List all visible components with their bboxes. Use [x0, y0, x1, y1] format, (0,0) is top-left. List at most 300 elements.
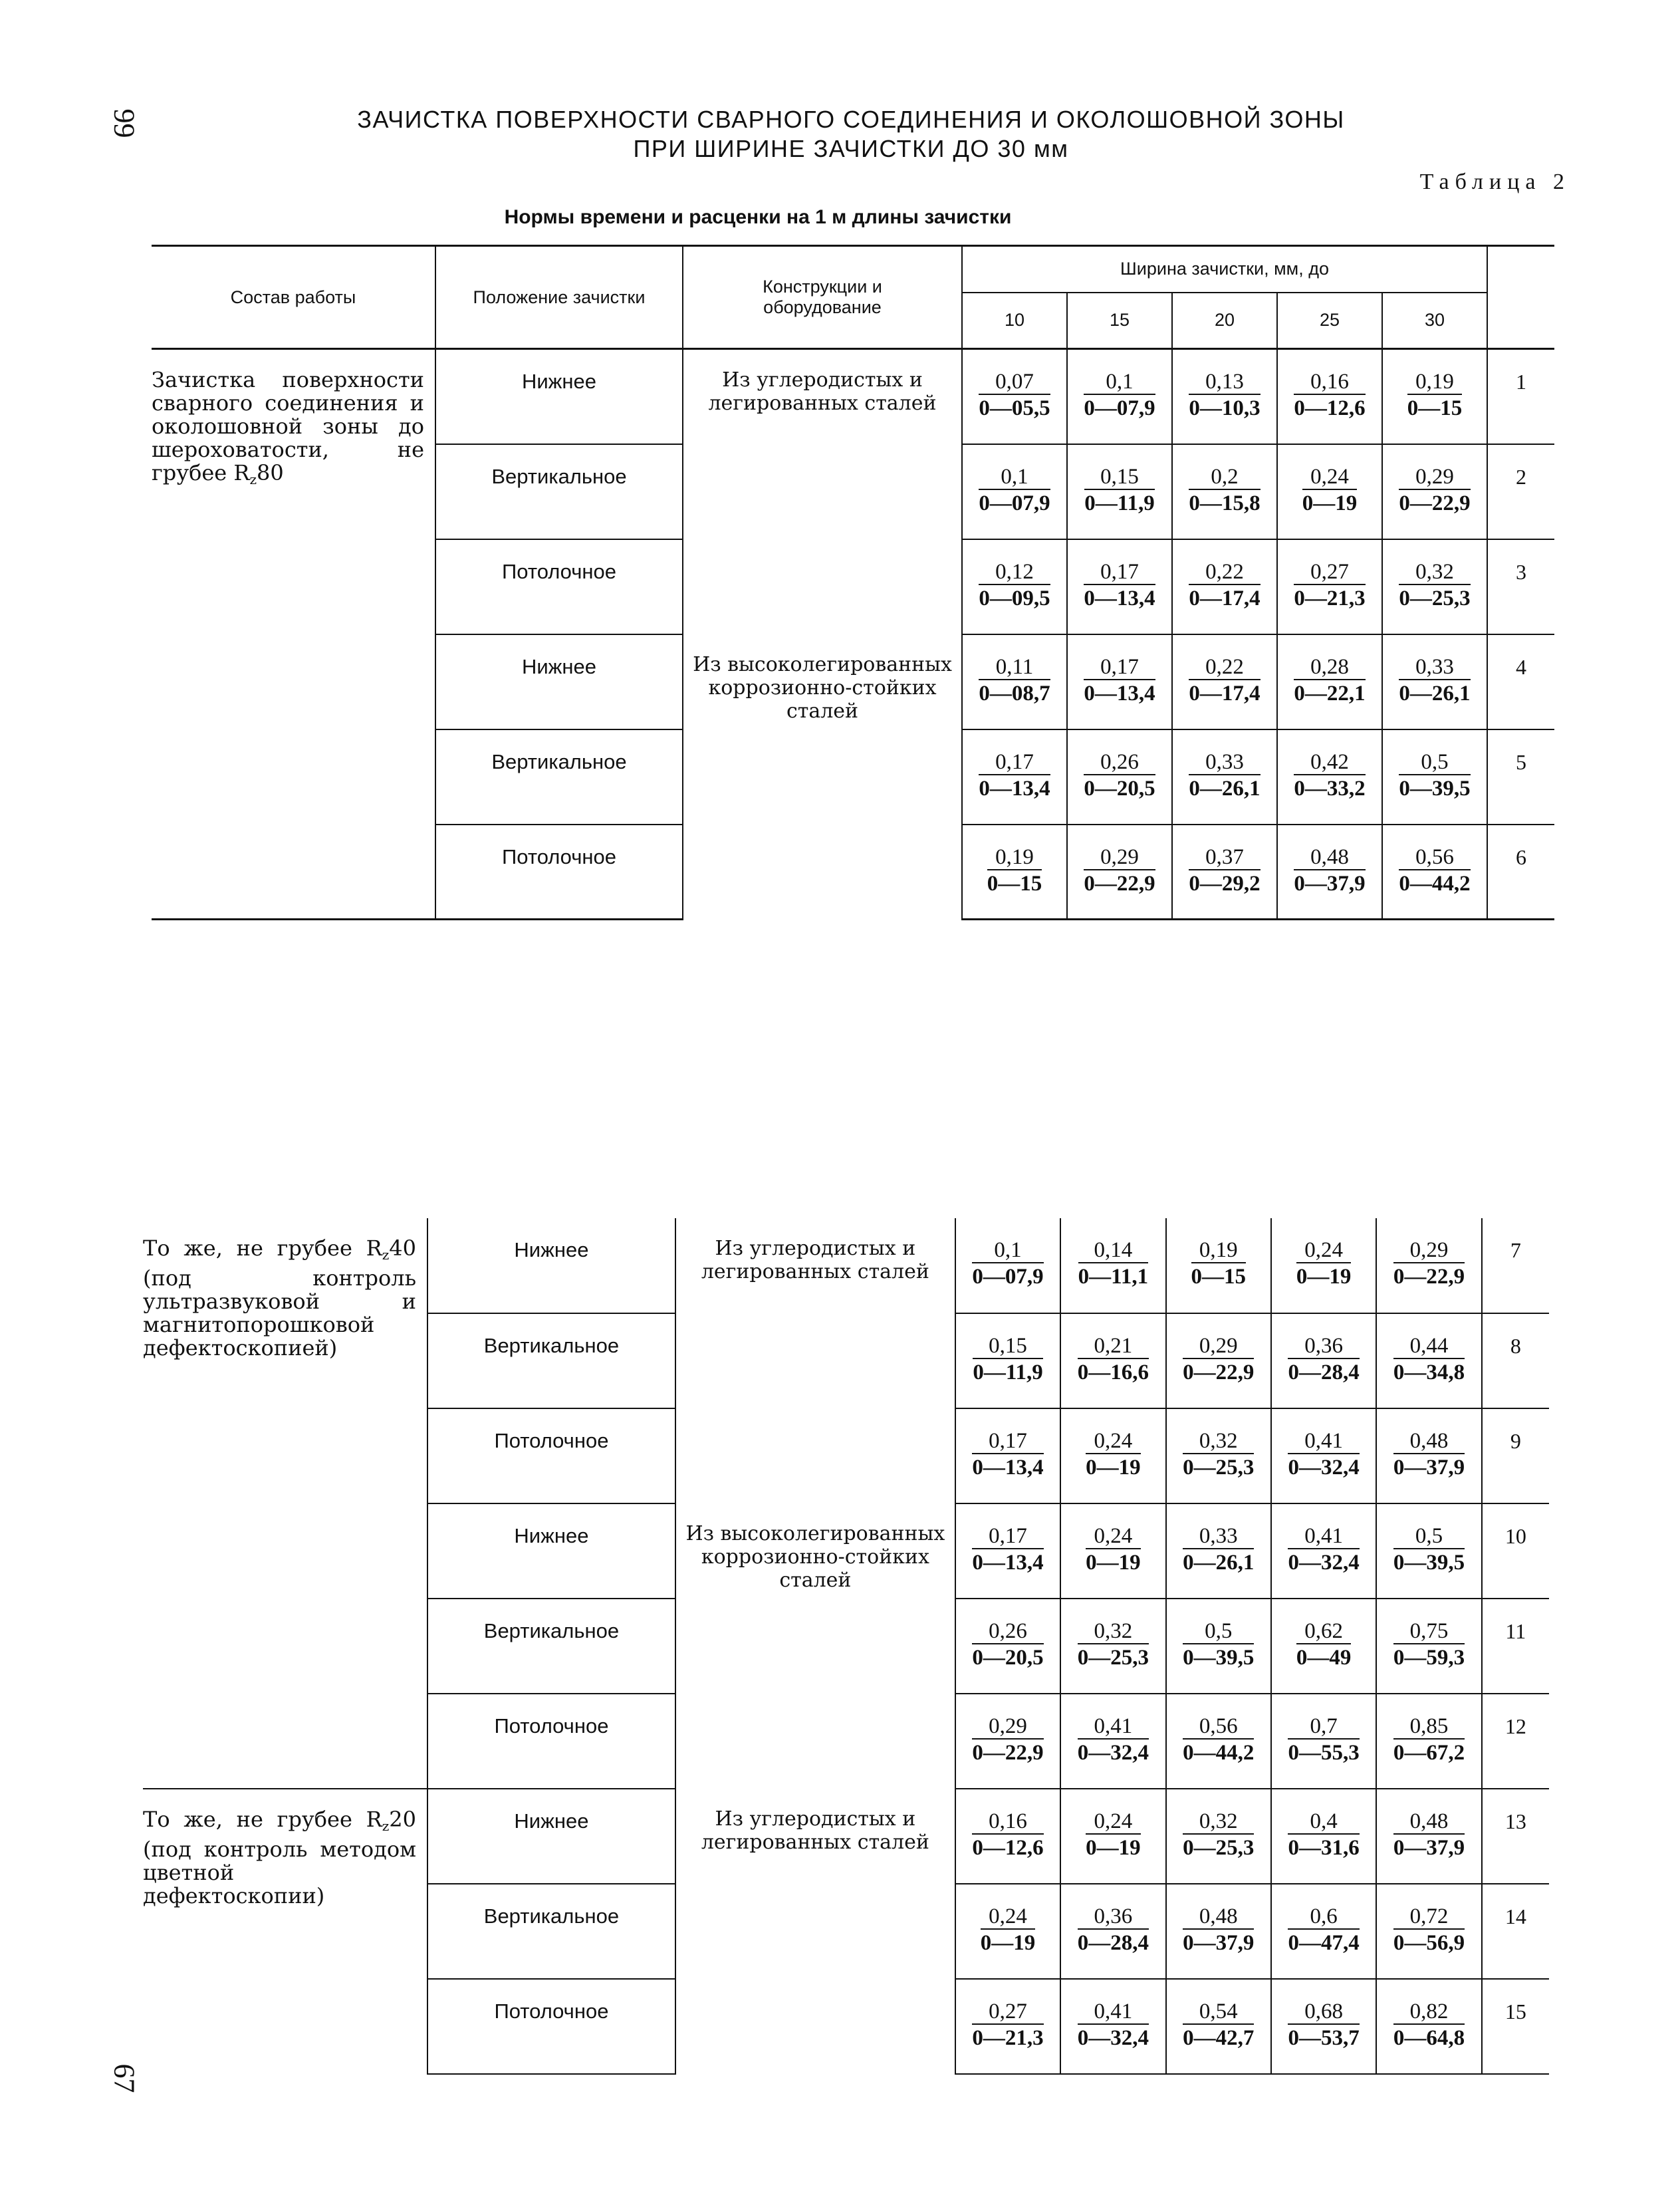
value-cell: [1172, 349, 1277, 444]
norm-fraction: [1393, 1524, 1465, 1576]
rate-value: 0—37,9: [1183, 1931, 1255, 1955]
rate-value: 0—07,9: [979, 491, 1050, 515]
norm-fraction: [979, 655, 1050, 707]
time-norm: 0,41: [1288, 1524, 1359, 1549]
rate-value: 0—53,7: [1288, 2026, 1360, 2050]
time-norm: 0,29: [1084, 845, 1155, 870]
value-cell: [1271, 1408, 1376, 1503]
time-norm: 0,1: [972, 1238, 1043, 1263]
material-cell: Из углеродистых и легированных сталей: [675, 1218, 955, 1503]
time-norm: 0,32: [1183, 1429, 1254, 1454]
time-norm: 0,27: [1294, 560, 1365, 585]
value-cell: [1060, 1694, 1165, 1789]
norm-fraction: [1393, 1904, 1465, 1956]
norm-fraction: [979, 750, 1050, 802]
value-cell: [1166, 1884, 1271, 1979]
value-cell: [1060, 1313, 1165, 1408]
norm-fraction: [979, 370, 1050, 422]
time-norm: 0,48: [1183, 1904, 1254, 1930]
time-norm: 0,27: [972, 2000, 1043, 2025]
value-cell: [962, 539, 1067, 634]
rate-value: 0—21,3: [972, 2026, 1044, 2050]
page-number-top: 99: [108, 108, 141, 138]
rate-value: 0—16,6: [1077, 1360, 1149, 1384]
norm-fraction: [972, 1429, 1043, 1481]
header-construction: [683, 246, 962, 349]
rate-value: 0—39,5: [1399, 776, 1471, 801]
rate-value: 0—13,4: [972, 1551, 1044, 1575]
value-cell: [1376, 1884, 1481, 1979]
work-description-tail: 20 (под контроль методом цветной дефектоскопии): [143, 1807, 416, 1908]
value-cell: [1166, 1313, 1271, 1408]
norm-fraction: [1294, 750, 1365, 802]
rate-value: 0—29,2: [1189, 871, 1260, 896]
time-norm: 0,29: [1393, 1238, 1465, 1263]
value-cell: [1060, 1979, 1165, 2074]
material-cell: Из высоколегированных коррозионно-стойких сталей: [675, 1503, 955, 1789]
time-norm: 0,17: [1084, 655, 1155, 680]
value-cell: [1067, 539, 1172, 634]
header-width-15: 15: [1067, 293, 1172, 349]
rate-value: 0—15: [987, 871, 1042, 896]
rate-value: 0—07,9: [1084, 396, 1155, 420]
row-number: 7: [1482, 1218, 1549, 1313]
time-norm: 0,17: [972, 1429, 1043, 1454]
value-cell: [1060, 1884, 1165, 1979]
header-width-25: 25: [1277, 293, 1382, 349]
row-number: 3: [1487, 539, 1554, 634]
position-cell: Потолочное: [427, 1979, 675, 2074]
row-number: 4: [1487, 634, 1554, 729]
material-cell: Из углеродистых и легированных сталей: [675, 1789, 955, 2074]
norm-fraction: [972, 2000, 1043, 2051]
value-cell: [955, 1979, 1060, 2074]
rate-value: 0—42,7: [1183, 2026, 1255, 2050]
rate-value: 0—28,4: [1077, 1931, 1149, 1955]
work-description-subscript: z: [249, 471, 257, 487]
time-norm: 0,4: [1288, 1809, 1359, 1835]
rate-value: 0—13,4: [1084, 681, 1155, 706]
value-cell: [1271, 1599, 1376, 1694]
time-norm: 0,19: [1407, 370, 1463, 395]
page-title: [332, 105, 1370, 164]
table-row: [152, 349, 1554, 444]
value-cell: [1376, 1503, 1481, 1599]
value-cell: [962, 349, 1067, 444]
rate-value: 0—32,4: [1077, 1741, 1149, 1765]
value-cell: [1376, 1218, 1481, 1313]
value-cell: [1376, 1313, 1481, 1408]
rate-value: 0—09,5: [979, 586, 1050, 610]
page-title-line-1: ЗАЧИСТКА ПОВЕРХНОСТИ СВАРНОГО СОЕДИНЕНИЯ И ОКОЛОШОВНОЙ ЗОНЫ: [357, 106, 1345, 133]
rate-value: 0—32,4: [1077, 2026, 1149, 2050]
value-cell: [955, 1218, 1060, 1313]
rate-value: 0—07,9: [972, 1265, 1044, 1289]
norm-fraction: [1393, 2000, 1465, 2051]
value-cell: [1376, 1979, 1481, 2074]
time-norm: 0,42: [1294, 750, 1365, 775]
value-cell: [955, 1408, 1060, 1503]
rate-value: 0—39,5: [1393, 1551, 1465, 1575]
value-cell: [1271, 1313, 1376, 1408]
value-cell: [1067, 825, 1172, 920]
norm-fraction: [1084, 750, 1155, 802]
rate-value: 0—44,2: [1399, 871, 1471, 896]
rate-value: 0—22,9: [1084, 871, 1155, 896]
rate-value: 0—19: [1302, 491, 1358, 515]
value-cell: [1060, 1789, 1165, 1884]
value-cell: [1382, 825, 1487, 920]
norm-fraction: [1296, 1619, 1352, 1671]
norm-fraction: [972, 1238, 1043, 1290]
work-description-tail: 40 (под контроль ультразвуковой и магнитопорошковой дефектоскопией): [143, 1235, 416, 1360]
rate-value: 0—37,9: [1393, 1836, 1465, 1860]
header-width-30: 30: [1382, 293, 1487, 349]
row-number: 13: [1482, 1789, 1549, 1884]
rate-value: 0—05,5: [979, 396, 1050, 420]
norm-fraction: [1399, 845, 1470, 897]
time-norm: 0,1: [979, 465, 1050, 490]
rate-value: 0—49: [1296, 1646, 1352, 1670]
norm-fraction: [1393, 1334, 1465, 1386]
rate-value: 0—22,9: [1393, 1265, 1465, 1289]
value-cell: [1060, 1599, 1165, 1694]
rate-value: 0—59,3: [1393, 1646, 1465, 1670]
position-cell: Вертикальное: [427, 1599, 675, 1694]
rate-value: 0—19: [1086, 1456, 1141, 1480]
header-row-number: [1487, 246, 1554, 349]
position-cell: Вертикальное: [427, 1884, 675, 1979]
value-cell: [1277, 825, 1382, 920]
rate-value: 0—17,4: [1189, 681, 1260, 706]
norm-fraction: [973, 1334, 1042, 1386]
time-norm: 0,44: [1393, 1334, 1465, 1359]
row-number: 8: [1482, 1313, 1549, 1408]
norm-fraction: [1189, 845, 1260, 897]
time-norm: 0,15: [1084, 465, 1154, 490]
value-cell: [1382, 539, 1487, 634]
position-cell: Вертикальное: [427, 1313, 675, 1408]
value-cell: [1277, 634, 1382, 729]
rate-value: 0—34,8: [1393, 1360, 1465, 1384]
norm-fraction: [1393, 1714, 1465, 1766]
time-norm: 0,28: [1294, 655, 1365, 680]
row-number: 11: [1482, 1599, 1549, 1694]
norm-fraction: [1183, 1714, 1254, 1766]
time-norm: 0,36: [1078, 1904, 1149, 1930]
norm-fraction: [979, 560, 1050, 612]
time-norm: 0,7: [1288, 1714, 1359, 1740]
time-norm: 0,24: [1302, 465, 1358, 490]
norm-fraction: [1189, 655, 1260, 707]
norm-fraction: [1399, 655, 1470, 707]
page-number-bottom: 67: [108, 2063, 141, 2093]
rate-value: 0—47,4: [1288, 1931, 1360, 1955]
row-number: 1: [1487, 349, 1554, 444]
norm-fraction: [1288, 1809, 1359, 1861]
norm-fraction: [972, 1524, 1043, 1576]
time-norm: 0,13: [1189, 370, 1260, 395]
rate-value: 0—22,9: [1183, 1360, 1255, 1384]
row-number: 5: [1487, 729, 1554, 825]
header-construction-line-1: Конструкции и: [763, 277, 882, 297]
time-norm: 0,56: [1399, 845, 1470, 870]
rate-value: 0—17,4: [1189, 586, 1260, 610]
time-norm: 0,36: [1288, 1334, 1359, 1359]
norm-fraction: [1183, 1619, 1254, 1671]
position-cell: Нижнее: [435, 634, 683, 729]
norm-fraction: [1294, 560, 1365, 612]
time-norm: 0,48: [1294, 845, 1365, 870]
value-cell: [962, 444, 1067, 539]
header-width-20: 20: [1172, 293, 1277, 349]
value-cell: [955, 1884, 1060, 1979]
time-norm: 0,22: [1189, 655, 1260, 680]
time-norm: 0,62: [1296, 1619, 1352, 1644]
time-norm: 0,26: [972, 1619, 1043, 1644]
norm-fraction: [1294, 845, 1365, 897]
value-cell: [1067, 349, 1172, 444]
time-norm: 0,82: [1393, 2000, 1465, 2025]
value-cell: [1060, 1218, 1165, 1313]
time-norm: 0,1: [1084, 370, 1155, 395]
work-description: [152, 349, 435, 920]
time-norm: 0,21: [1078, 1334, 1149, 1359]
rate-value: 0—10,3: [1189, 396, 1260, 420]
rate-value: 0—12,6: [1294, 396, 1366, 420]
value-cell: [1271, 1979, 1376, 2074]
time-norm: 0,85: [1393, 1714, 1465, 1740]
time-norm: 0,26: [1084, 750, 1155, 775]
norm-fraction: [1078, 1238, 1148, 1290]
norm-fraction: [1393, 1238, 1465, 1290]
value-cell: [1067, 729, 1172, 825]
norm-fraction: [1078, 1714, 1149, 1766]
time-norm: 0,32: [1399, 560, 1470, 585]
value-cell: [1376, 1694, 1481, 1789]
rate-value: 0—22,1: [1294, 681, 1366, 706]
position-cell: Нижнее: [427, 1789, 675, 1884]
position-cell: Нижнее: [435, 349, 683, 444]
header-width-10: 10: [962, 293, 1067, 349]
time-norm: 0,68: [1288, 2000, 1359, 2025]
time-norm: 0,24: [1086, 1524, 1141, 1549]
time-norm: 0,41: [1078, 1714, 1149, 1740]
norm-fraction: [1183, 1524, 1254, 1576]
value-cell: [1172, 825, 1277, 920]
value-cell: [1060, 1503, 1165, 1599]
value-cell: [1271, 1694, 1376, 1789]
value-cell: [1172, 729, 1277, 825]
norm-fraction: [1288, 2000, 1359, 2051]
time-norm: 0,15: [973, 1334, 1042, 1359]
value-cell: [1166, 1694, 1271, 1789]
work-description-tail: 80: [257, 460, 284, 485]
rate-value: 0—15: [1191, 1265, 1246, 1289]
time-norm: 0,24: [1086, 1429, 1141, 1454]
rate-value: 0—13,4: [972, 1456, 1044, 1480]
header-position: Положение зачистки: [435, 246, 683, 349]
rate-value: 0—25,3: [1183, 1836, 1255, 1860]
rate-value: 0—55,3: [1288, 1741, 1360, 1765]
value-cell: [1277, 444, 1382, 539]
rate-value: 0—37,9: [1294, 871, 1366, 896]
value-cell: [1172, 444, 1277, 539]
norm-fraction: [972, 1809, 1043, 1861]
position-cell: Потолочное: [427, 1408, 675, 1503]
position-cell: Потолочное: [427, 1694, 675, 1789]
value-cell: [1271, 1884, 1376, 1979]
norm-fraction: [1288, 1334, 1359, 1386]
time-norm: 0,17: [1084, 560, 1155, 585]
rate-value: 0—67,2: [1393, 1741, 1465, 1765]
time-norm: 0,48: [1393, 1429, 1465, 1454]
norm-fraction: [1288, 1714, 1359, 1766]
norm-fraction: [1393, 1619, 1465, 1671]
rate-value: 0—19: [1086, 1836, 1141, 1860]
rate-value: 0—11,9: [1084, 491, 1155, 515]
row-number: 6: [1487, 825, 1554, 920]
norm-fraction: [1296, 1238, 1352, 1290]
norm-fraction: [1086, 1429, 1141, 1481]
norms-table-top: [152, 245, 1554, 920]
rate-value: 0—26,1: [1399, 681, 1471, 706]
table-row: [143, 1789, 1549, 1884]
rate-value: 0—15,8: [1189, 491, 1260, 515]
work-description-subscript: z: [382, 1247, 390, 1263]
value-cell: [1166, 1503, 1271, 1599]
norm-fraction: [1183, 2000, 1254, 2051]
rate-value: 0—26,1: [1189, 776, 1260, 801]
norm-fraction: [1189, 465, 1260, 517]
norm-fraction: [1294, 655, 1365, 707]
time-norm: 0,19: [1191, 1238, 1247, 1263]
time-norm: 0,5: [1399, 750, 1470, 775]
value-cell: [1172, 634, 1277, 729]
value-cell: [1382, 729, 1487, 825]
rate-value: 0—13,4: [979, 776, 1050, 801]
rate-value: 0—19: [1086, 1551, 1141, 1575]
value-cell: [1271, 1503, 1376, 1599]
time-norm: 0,75: [1393, 1619, 1465, 1644]
row-number: 10: [1482, 1503, 1549, 1599]
rate-value: 0—26,1: [1183, 1551, 1255, 1575]
value-cell: [955, 1694, 1060, 1789]
rate-value: 0—11,1: [1078, 1265, 1149, 1289]
time-norm: 0,17: [979, 750, 1050, 775]
time-norm: 0,6: [1288, 1904, 1359, 1930]
norm-fraction: [1288, 1904, 1359, 1956]
header-work: Состав работы: [152, 246, 435, 349]
value-cell: [1166, 1789, 1271, 1884]
time-norm: 0,56: [1183, 1714, 1254, 1740]
rate-value: 0—37,9: [1393, 1456, 1465, 1480]
value-cell: [955, 1789, 1060, 1884]
norm-fraction: [987, 845, 1042, 897]
value-cell: [1382, 444, 1487, 539]
time-norm: 0,32: [1078, 1619, 1149, 1644]
row-number: 12: [1482, 1694, 1549, 1789]
row-number: 15: [1482, 1979, 1549, 2074]
value-cell: [1067, 634, 1172, 729]
time-norm: 0,24: [1086, 1809, 1141, 1835]
time-norm: 0,2: [1189, 465, 1260, 490]
norm-fraction: [1183, 1334, 1254, 1386]
value-cell: [955, 1313, 1060, 1408]
rate-value: 0—13,4: [1084, 586, 1155, 610]
row-number: 2: [1487, 444, 1554, 539]
norm-fraction: [1399, 560, 1470, 612]
time-norm: 0,72: [1393, 1904, 1465, 1930]
work-description-text: То же, не грубее R: [143, 1235, 382, 1261]
time-norm: 0,12: [979, 560, 1050, 585]
time-norm: 0,16: [1294, 370, 1365, 395]
time-norm: 0,14: [1078, 1238, 1148, 1263]
value-cell: [1166, 1599, 1271, 1694]
norm-fraction: [1078, 1334, 1149, 1386]
value-cell: [1067, 444, 1172, 539]
time-norm: 0,5: [1183, 1619, 1254, 1644]
rate-value: 0—11,9: [973, 1360, 1043, 1384]
time-norm: 0,07: [979, 370, 1050, 395]
value-cell: [1172, 539, 1277, 634]
norm-fraction: [972, 1714, 1043, 1766]
rate-value: 0—56,9: [1393, 1931, 1465, 1955]
value-cell: [1166, 1408, 1271, 1503]
work-description-text: То же, не грубее R: [143, 1807, 382, 1832]
value-cell: [1382, 634, 1487, 729]
time-norm: 0,16: [972, 1809, 1043, 1835]
norm-fraction: [1189, 560, 1260, 612]
rate-value: 0—64,8: [1393, 2026, 1465, 2050]
norms-table-bottom: [143, 1218, 1549, 2075]
time-norm: 0,48: [1393, 1809, 1465, 1835]
row-number: 14: [1482, 1884, 1549, 1979]
value-cell: [1376, 1789, 1481, 1884]
time-norm: 0,54: [1183, 2000, 1254, 2025]
norm-fraction: [1084, 845, 1155, 897]
rate-value: 0—21,3: [1294, 586, 1366, 610]
rate-value: 0—20,5: [1084, 776, 1155, 801]
value-cell: [955, 1599, 1060, 1694]
value-cell: [1277, 349, 1382, 444]
value-cell: [1277, 539, 1382, 634]
norm-fraction: [1183, 1809, 1254, 1861]
rate-value: 0—28,4: [1288, 1360, 1360, 1384]
norm-fraction: [1084, 560, 1155, 612]
rate-value: 0—08,7: [979, 681, 1050, 706]
norm-fraction: [1086, 1524, 1141, 1576]
norm-fraction: [1084, 370, 1155, 422]
norm-fraction: [1078, 1619, 1149, 1671]
rate-value: 0—25,3: [1077, 1646, 1149, 1670]
material-cell: Из высоколегированных коррозионно-стойких сталей: [683, 634, 962, 920]
value-cell: [1271, 1789, 1376, 1884]
rate-value: 0—32,4: [1288, 1551, 1360, 1575]
time-norm: 0,29: [1399, 465, 1470, 490]
value-cell: [962, 634, 1067, 729]
time-norm: 0,24: [1296, 1238, 1352, 1263]
norm-fraction: [1399, 750, 1470, 802]
norm-fraction: [1189, 750, 1260, 802]
norm-fraction: [1393, 1429, 1465, 1481]
time-norm: 0,33: [1183, 1524, 1254, 1549]
rate-value: 0—39,5: [1183, 1646, 1255, 1670]
time-norm: 0,37: [1189, 845, 1260, 870]
value-cell: [1060, 1408, 1165, 1503]
rate-value: 0—20,5: [972, 1646, 1044, 1670]
norm-fraction: [1399, 465, 1470, 517]
